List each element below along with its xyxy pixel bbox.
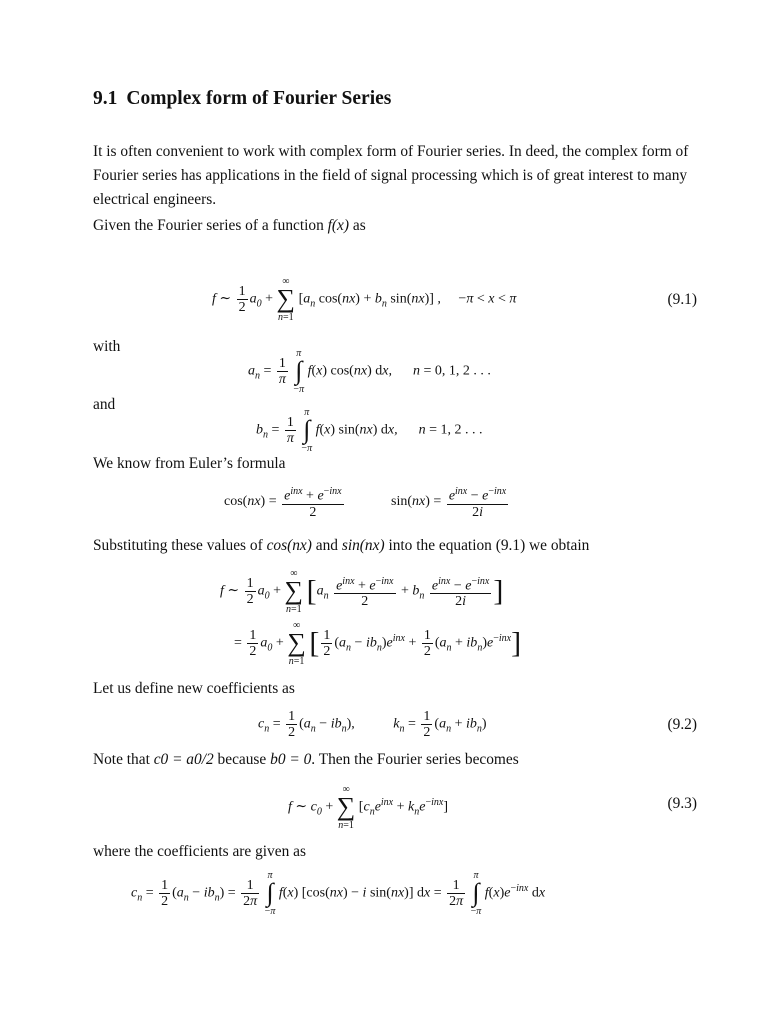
section-heading	[93, 88, 391, 110]
euler-formula: cos(nx) = $\frac{e^{inx} + e^{-inx}}{2}$ sin(nx) = $\frac{e^{inx} - e^{-inx}}{2i}$	[224, 486, 507, 520]
section-number: 9.1	[93, 88, 118, 109]
intro-paragraph: It is often convenient to work with complex form of Fourier series. In deed, the complex form of Fourier series has applications in the field of signal processing which is of great interest to many electrical engineers.	[93, 143, 689, 208]
define-text: Let us define new coefficients as	[93, 680, 295, 697]
with-label: with	[93, 338, 121, 355]
where-text: where the coefficients are given as	[93, 843, 306, 860]
note-line: Note that c0 = a0/2 because b0 = 0. Then the Fourier series becomes	[93, 751, 519, 768]
and-label: and	[93, 396, 116, 413]
substituted-series-line2: = $\frac{1}{2}$ $a_0$ + ∞ ∑ n=1 [ $\frac{1}{2}$ $(a_n - ib_n)e^{inx}$ + $\frac{1}{2}$ $(a_n + ib_n)e^{-inx}$]	[234, 620, 522, 667]
equation-9-2: $c_n$ = $\frac{1}{2}$ $(a_n - ib_n)$, $k_n$ = $\frac{1}{2}$ $(a_n + ib_n)$	[258, 709, 487, 740]
euler-text: We know from Euler’s formula	[93, 455, 286, 472]
equation-number-9-1: (9.1)	[667, 291, 697, 308]
given-fx: f(x)	[327, 217, 350, 234]
substitution-text: Substituting these values of cos(nx) and sin(nx) into the equation (9.1) we obtain	[93, 537, 590, 554]
equation-bn: $b_n$ = $\frac{1}{\pi}$ π ∫ −π f(x) sin(nx) dx, n = 1, 2 . . .	[256, 407, 483, 454]
substituted-series-line1: f ∼ $\frac{1}{2}$ $a_0$ + ∞ ∑ n=1 [$a_n$ $\frac{e^{inx} + e^{-inx}}{2}$ + $b_n$ $\frac{e^{inx} - e^{-inx}}{2i}$ ]	[220, 568, 504, 615]
equation-number-9-2: (9.2)	[667, 716, 697, 733]
equation-an: $a_n$ = $\frac{1}{\pi}$ π ∫ −π f(x) cos(nx) dx, n = 0, 1, 2 . . .	[248, 348, 491, 395]
given-line: Given the Fourier series of a function f(x) as	[93, 217, 366, 234]
equation-number-9-3: (9.3)	[667, 795, 697, 812]
equation-cn: $c_n$ = $\frac{1}{2}$ $(a_n - ib_n)$ = $\frac{1}{2\pi}$ π ∫ −π f(x) [cos(nx) − i sin(nx)] dx = $\frac{1}{2\pi}$ π ∫ −π $f(x)e^{-inx}$ dx	[131, 870, 546, 917]
equation-9-1: f ∼ $\frac{1}{2}$ $a_0$ + ∞ ∑ n=1 [$a_n$ $\cos(nx) + b_n$ sin(nx)] , −π < x < π	[212, 276, 517, 323]
equation-9-3: f ∼ $c_0$ + ∞ ∑ n=1 $[c_ne^{inx} + k_ne^{-inx}]$	[288, 784, 448, 831]
section-title: Complex form of Fourier Series	[126, 88, 392, 109]
